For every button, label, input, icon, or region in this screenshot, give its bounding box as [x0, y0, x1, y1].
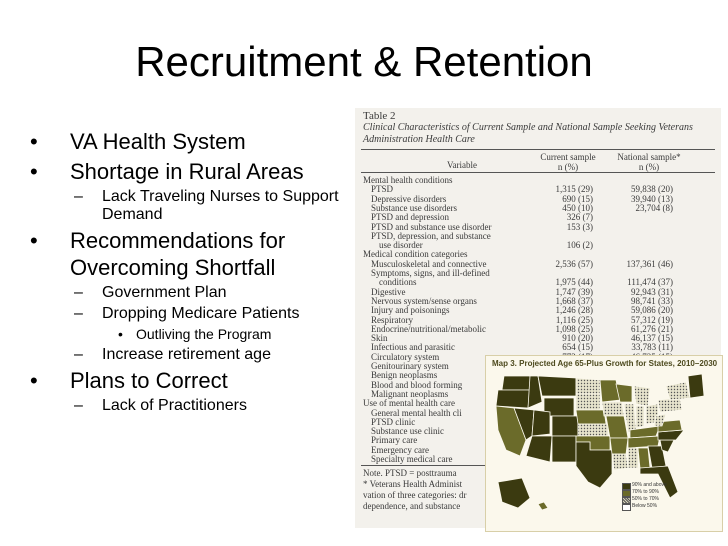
row-current-value: 450 (10) [562, 202, 593, 213]
table-label: Table 2 [363, 110, 396, 122]
row-label: Digestive [371, 286, 406, 297]
row-label: Use of mental health care [363, 398, 455, 409]
state-ny [666, 382, 690, 400]
table-caption: Clinical Characteristics of Current Sample and National Sample Seeking Veterans Administration Health Care [363, 122, 693, 145]
row-national-value: 61,276 (21) [631, 323, 673, 334]
row-label: Medical condition categories [363, 249, 468, 260]
state-sc [660, 440, 674, 452]
row-current-value: 654 (15) [562, 342, 593, 353]
row-national-value: 59,838 (20) [631, 184, 673, 195]
row-current-value: 153 (3) [566, 221, 593, 232]
col-header-national: National sample* n (%) [617, 152, 681, 172]
row-national-value: 111,474 (37) [627, 277, 673, 288]
row-label: Nervous system/sense organs [371, 295, 477, 306]
row-label: Substance use clinic [371, 426, 444, 437]
state-mo [606, 416, 628, 438]
bullet-item: • VA Health System [26, 128, 346, 155]
state-sd [576, 394, 600, 410]
state-ut [532, 410, 550, 436]
legend-item [622, 496, 667, 503]
state-al [638, 448, 650, 468]
row-label: PTSD [371, 184, 394, 195]
row-label: conditions [379, 277, 417, 288]
table-note [363, 468, 493, 512]
row-national-value: 33,783 (11) [631, 342, 673, 353]
bullet-item: • Plans to Correct [26, 367, 346, 394]
bullet-item: • Recommendations for Overcoming Shortfall [26, 227, 346, 281]
row-label: Blood and blood forming [371, 379, 463, 390]
row-label: General mental health cli [371, 407, 462, 418]
legend-item [622, 489, 667, 496]
bullet-list [26, 128, 346, 418]
row-national-value: 46,137 (15) [631, 333, 673, 344]
us-growth-map [485, 355, 723, 532]
row-label: PTSD, depression, and substance [371, 230, 491, 241]
row-national-value: 59,086 (20) [631, 305, 673, 316]
table-top-rule [361, 149, 715, 150]
state-co [552, 416, 578, 436]
bullet-item: – Lack of Practitioners [26, 397, 346, 415]
legend-item [622, 503, 667, 510]
state-la [612, 454, 628, 470]
row-label: Injury and poisonings [371, 305, 450, 316]
row-national-value: 23,704 (8) [635, 202, 673, 213]
bullet-item: • Shortage in Rural Areas [26, 158, 346, 185]
legend-label: 90% and above [632, 482, 667, 488]
state-nd [576, 378, 600, 394]
legend-label: 70% to 90% [632, 489, 659, 495]
state-mn [600, 380, 620, 402]
note-line: Note. PTSD = posttrauma [363, 468, 457, 478]
row-label: Musculoskeletal and connective [371, 258, 487, 269]
map-title: Map 3. Projected Age 65-Plus Growth for States, 2010–2030 [492, 359, 718, 368]
row-current-value: 1,975 (44) [555, 277, 593, 288]
state-mi [634, 386, 650, 406]
map-legend [622, 482, 667, 510]
slide-title: Recruitment & Retention [135, 38, 593, 85]
note-line: vation of three categories: dr [363, 490, 467, 500]
row-label: PTSD and substance use disorder [371, 221, 492, 232]
legend-label: Below 50% [632, 503, 658, 509]
row-current-value: 910 (20) [562, 333, 593, 344]
state-ks [578, 424, 608, 436]
legend-swatch [622, 504, 631, 511]
us-map-graphic [490, 370, 718, 528]
state-nm [552, 436, 576, 462]
row-label: Benign neoplasms [371, 370, 438, 381]
state-or [496, 390, 530, 408]
row-current-value: 690 (15) [562, 193, 593, 204]
state-ar [610, 438, 628, 454]
bullet-item: – Dropping Medicare Patients [26, 305, 346, 323]
state-wa [502, 376, 530, 390]
row-current-value: 1,668 (37) [555, 295, 593, 306]
state-az [526, 436, 552, 462]
row-current-value: 1,098 (25) [555, 323, 593, 334]
state-ia [602, 402, 624, 416]
legend-item [622, 482, 667, 489]
row-national-value: 92,943 (31) [631, 286, 673, 297]
row-current-value: 1,315 (29) [555, 184, 593, 195]
row-label: Specialty medical care [371, 454, 453, 464]
row-label: Endocrine/nutritional/metabolic [371, 323, 486, 334]
note-line: * Veterans Health Administ [363, 479, 463, 489]
row-label: Mental health conditions [363, 175, 453, 185]
row-label: Respiratory [371, 314, 413, 325]
state-in [636, 406, 644, 428]
bullet-item: • Outliving the Program [26, 326, 346, 343]
row-label: Malignant neoplasms [371, 388, 449, 399]
state-ne [576, 410, 606, 424]
col-header-current: Current sample n (%) [540, 152, 596, 172]
state-mt [538, 376, 576, 396]
row-label: PTSD and depression [371, 212, 449, 223]
row-label: PTSD clinic [371, 416, 416, 427]
state-ak [498, 478, 530, 508]
state-hi [538, 502, 548, 510]
row-label: Infectious and parasitic [371, 342, 455, 353]
row-current-value: 2,536 (57) [555, 258, 593, 269]
bullet-item: – Government Plan [26, 284, 346, 302]
row-national-value: 57,312 (19) [631, 314, 673, 325]
row-label: Primary care [371, 435, 418, 446]
row-current-value: 326 (7) [566, 212, 593, 223]
row-current-value: 1,246 (28) [555, 305, 593, 316]
legend-label: 50% to 70% [632, 496, 659, 502]
row-label: Depressive disorders [371, 193, 447, 204]
col-header-variable: Variable [447, 160, 477, 170]
row-national-value: 39,940 (13) [631, 193, 673, 204]
state-ms [628, 448, 638, 468]
row-label: use disorder [379, 240, 423, 251]
row-current-value: 1,747 (39) [555, 286, 593, 297]
bullet-item: – Lack Traveling Nurses to Support Demand [26, 188, 346, 224]
bullet-item: – Increase retirement age [26, 346, 346, 364]
row-label: Emergency care [371, 444, 430, 455]
table-bottom-rule [361, 465, 489, 466]
row-national-value: 137,361 (46) [626, 258, 673, 269]
row-current-value: 106 (2) [566, 240, 593, 251]
row-label: Genitourinary system [371, 361, 449, 371]
row-label: Substance use disorders [371, 202, 457, 213]
row-label: Symptoms, signs, and ill-defined [371, 268, 490, 278]
table-header-rule [361, 172, 715, 173]
state-new-england [688, 374, 704, 398]
row-national-value: 98,741 (33) [631, 295, 673, 306]
row-label: Circulatory system [371, 351, 440, 362]
row-current-value: 1,116 (25) [555, 314, 593, 325]
row-label: Skin [371, 333, 388, 344]
note-line: dependence, and substance [363, 501, 461, 511]
